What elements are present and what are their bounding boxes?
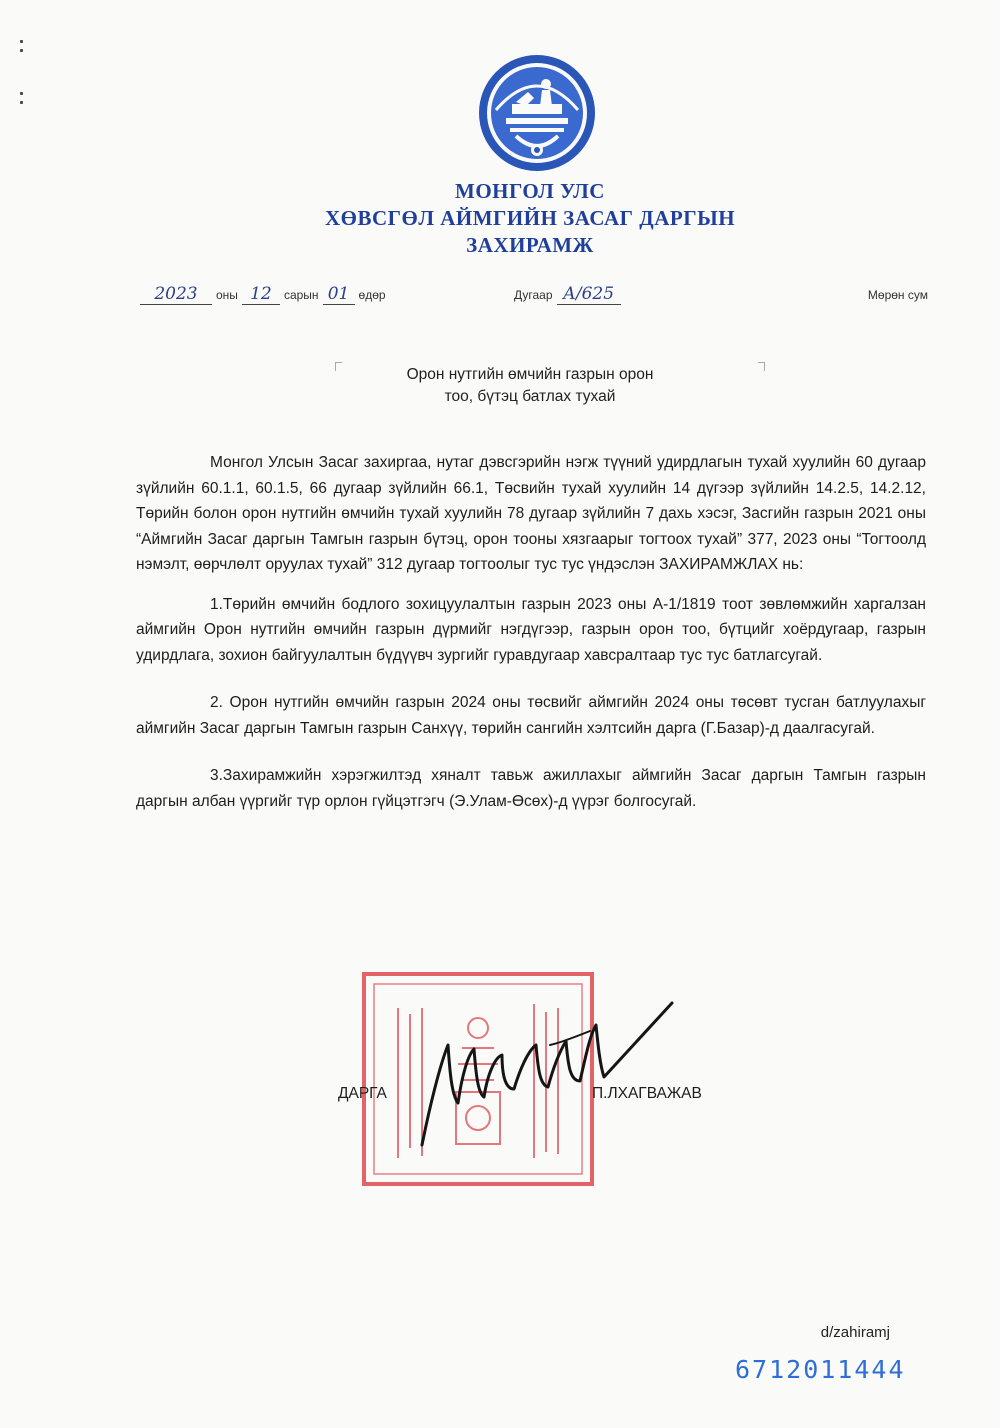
date-year-label: оны [216,288,238,302]
scan-edge-marks [20,40,30,110]
body-intro-paragraph: Монгол Улсын Засаг захиргаа, нутаг дэвсгэрийн нэгж түүний удирдлагын тухай хуулийн 60 дугаар зүйлийн 60.1.1, 60.1.5, 66 дугаар зүйлийн 66.1, Төсвийн тухай хуулийн 14 дүгээр зүйлийн 14.2.5, 14.2.12, Төрийн болон орон нутгийн өмчийн тухай хуулийн 78 дугаар зүйлийн 7 дахь хэсэг, Засгийн газрын 2021 оны “Аймгийн Засаг даргын Тамгын газрын бүтэц, орон тооны хязгаарыг тогтоох тухай” 377, 2023 оны “Тогтоолд нэмэлт, өөрчлөлт оруулах тухай” 312 дугаар тогтоолыг тус тус үндэслэн ЗАХИРАМЖЛАХ нь: [136,454,926,573]
handwritten-signature [410,985,680,1155]
date-day: 01 [323,284,355,305]
signer-title: ДАРГА [338,1085,387,1102]
mongolia-state-emblem-icon [476,52,598,174]
date-year: 2023 [140,284,212,305]
number-value: А/625 [557,284,621,305]
date-day-label: өдөр [358,288,386,302]
header-authority: ХӨВСГӨЛ АЙМГИЙН ЗАСАГ ДАРГЫН [324,206,736,230]
document-subject [0,364,1000,408]
registration-number: 6712011444 [735,1355,906,1384]
header-country: МОНГОЛ УЛС [455,179,605,203]
subject-line-1: Орон нутгийн өмчийн газрын орон [406,366,654,383]
number-label: Дугаар [514,288,553,302]
subject-line-2: тоо, бүтэц батлах тухай [444,388,616,405]
signer-name: П.ЛХАГВАЖАВ [592,1085,702,1102]
document-place: Мөрөн сум [867,288,928,302]
date-month-label: сарын [283,288,319,302]
document-code: d/zahiramj [820,1324,890,1341]
date-number-row [0,284,1000,314]
document-number [510,284,621,305]
document-header [0,178,1000,259]
header-doc-type: ЗАХИРАМЖ [466,233,594,257]
body-item-3: 3.Захирамжийн хэрэгжилтэд хяналт тавьж ажиллахыг аймгийн Засаг даргын Тамгын газрын даргын албан үүргийг түр орлон гүйцэтгэгч (Э.Улам-Өсөх)-д үүрэг болгосугай. [136,767,926,810]
date-month: 12 [242,284,280,305]
document-date [140,284,390,305]
body-item-2: 2. Орон нутгийн өмчийн газрын 2024 оны төсвийг аймгийн 2024 оны төсөвт тусган батлуулахыг аймгийн Засаг даргын Тамгын газрын Санхүү, төрийн сангийн хэлтсийн дарга (Г.Базар)-д даалгасугай. [136,694,926,737]
document-body [136,450,926,836]
body-item-1: 1.Төрийн өмчийн бодлого зохицуулалтын газрын 2023 оны А-1/1819 тоот зөвлөмжийн харгалзан аймгийн Орон нутгийн өмчийн газрын дүрмийг нэгдүгээр, газрын орон тоо, бүтцийг хоёрдугаар, газрын удирдлага, зохион байгуулалтын бүдүүвч зургийг гуравдугаар хавсралтаар тус тус батлагсугай. [136,595,926,664]
